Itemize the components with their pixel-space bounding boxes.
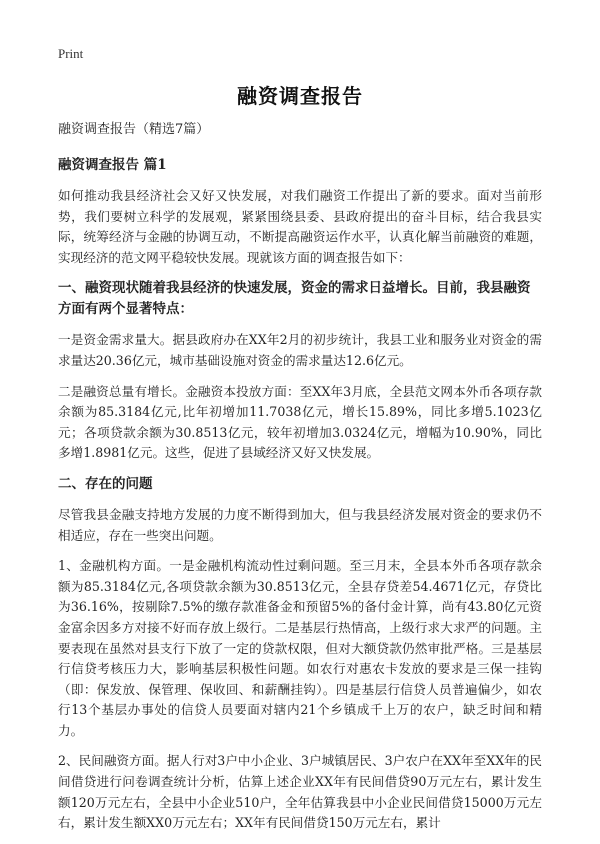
article-heading: 融资调查报告 篇1 <box>58 157 167 173</box>
print-link[interactable]: Print <box>58 46 84 61</box>
document-subtitle: 融资调查报告（精选7篇） <box>58 122 210 137</box>
page-title: 融资调查报告 <box>237 84 363 108</box>
intro-paragraph: 如何推动我县经济社会又好又快发展，对我们融资工作提出了新的要求。面对当前形势，我们要树立科学的发展观，紧紧围绕县委、县政府提出的奋斗目标，结合我县实际，统筹经济与金融的协调互动，不断提高融资运作水平，认真化解当前融资的难题，实现经济的范文网平稳较快发展。现就该方面的调查报告如下： <box>58 188 542 265</box>
paragraph-financial-institutions: 1、金融机构方面。一是金融机构流动性过剩问题。至三月末，全县本外币各项存款余额为85.3184亿元,各项贷款余额为30.8513亿元，全县存贷差54.4671亿元，存贷比为36.16%，按剔除7.5%的缴存款准备金和预留5%的备付金计算，尚有43.80亿元资金富余因多方对接不好而存放上级行。二是基层行热情高，上级行求大求严的问题。主要表现在虽然对县支行下放了一定的贷款权限，但对大额贷款仍然审批严格。三是基层行信贷考核压力大，影响基层积极性问题。如农行对惠农卡发放的要求是三保一挂钩（即：保发放、保管理、保收回、和薪酬挂钩）。四是基层行信贷人员普遍偏少，如农行13个基层办事处的信贷人员要面对辖内21个乡镇成千上万的农户，缺乏时间和精力。 <box>58 558 542 738</box>
section-heading-status: 一、融资现状随着我县经济的快速发展，资金的需求日益增长。目前，我县融资方面有两个显著特点： <box>58 280 531 318</box>
paragraph-problems-intro: 尽管我县金融支持地方发展的力度不断得到加大，但与我县经济发展对资金的要求仍不相适应，存在一些突出问题。 <box>58 506 542 543</box>
paragraph-demand: 一是资金需求量大。据县政府办在XX年2月的初步统计，我县工业和服务业对资金的需求量达20.36亿元，城市基础设施对资金的需求量达12.6亿元。 <box>58 332 542 368</box>
paragraph-growth: 二是融资总量有增长。金融资本投放方面：至XX年3月底，全县范文网本外币各项存款余额为85.3184亿元,比年初增加11.7038亿元，增长15.89%，同比多增5.1023亿元；各项贷款余额为30.8513亿元，较年初增加3.0324亿元，增幅为10.90%，同比多增1.8981亿元。这些，促进了县域经济又好又快发展。 <box>58 383 542 461</box>
section-heading-problems: 二、存在的问题 <box>58 475 153 492</box>
paragraph-private-financing: 2、民间融资方面。据人行对3户中小企业、3户城镇居民、3户农户在XX年至XX年的民间借贷进行问卷调查统计分析，估算上述企业XX年有民间借贷90万元左右，累计发生额120万元左右，全县中小企业510户，全年估算我县中小企业民间借贷15000万元左右，累计发生额XX0万元左右；XX年有民间借贷150万元左右，累计 <box>58 753 542 831</box>
document-body <box>58 118 542 844</box>
